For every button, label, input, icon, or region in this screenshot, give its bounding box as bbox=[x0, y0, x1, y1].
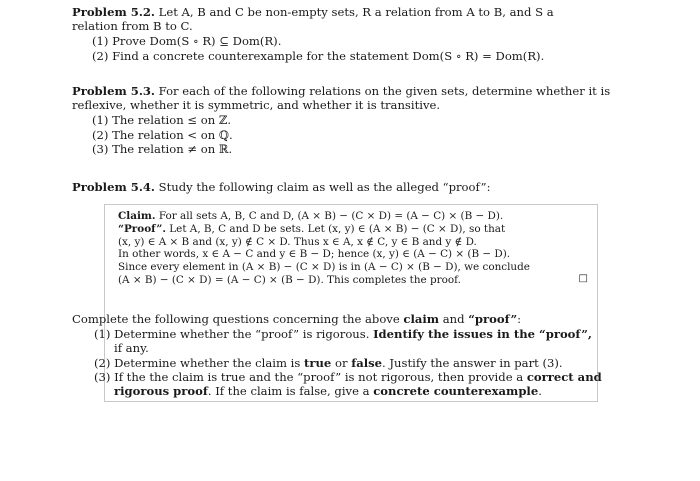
question-2-or: or bbox=[335, 355, 348, 370]
problem-5-2 bbox=[72, 5, 632, 63]
problem-5-2-text-2: relation from B to C. bbox=[72, 19, 193, 34]
problem-5-3-label: Problem 5.3. bbox=[72, 84, 155, 98]
problem-5-4-line-1 bbox=[72, 180, 632, 194]
problem-5-3-item-3: (3) The relation ≠ on ℝ. bbox=[92, 141, 233, 156]
questions-intro-text: Complete the following questions concerning the above bbox=[72, 312, 400, 326]
question-3-bold-1: correct and bbox=[526, 369, 602, 384]
problem-5-4 bbox=[72, 180, 632, 194]
questions-intro bbox=[72, 312, 642, 326]
question-2-rest: . Justify the answer in part (3). bbox=[382, 355, 563, 370]
proof-text-5: (A × B) − (C × D) = (A − C) × (B − D). This completes the proof. bbox=[118, 273, 461, 286]
problem-5-4-text-1: Study the following claim as well as the alleged “proof”: bbox=[158, 180, 491, 194]
proof-label: “Proof”. bbox=[118, 222, 166, 235]
question-2-true: true bbox=[304, 355, 332, 370]
problem-5-3 bbox=[72, 84, 632, 156]
and-word: and bbox=[442, 312, 465, 326]
question-1-bold: Identify the issues in the “proof”, bbox=[373, 327, 592, 342]
question-list bbox=[94, 327, 642, 398]
claim-word: claim bbox=[403, 312, 440, 326]
question-1-text: (1) Determine whether the “proof” is rigorous. bbox=[94, 327, 370, 342]
question-3-text: (3) If the the claim is true and the “proof” is not rigorous, then provide a bbox=[94, 369, 524, 384]
proof-text-1: Let A, B, C and D be sets. Let (x, y) ∈ (A × B) − (C × D), so that bbox=[169, 222, 506, 235]
question-3-bold-2: rigorous proof bbox=[114, 384, 208, 399]
proof-text-2: (x, y) ∈ A × B and (x, y) ∉ C × D. Thus x ∈ A, x ∉ C, y ∈ B and y ∉ D. bbox=[118, 235, 477, 248]
proof-last-line bbox=[118, 274, 588, 287]
proof-line-1 bbox=[118, 223, 588, 236]
question-3 bbox=[94, 370, 642, 384]
claim-proof-text bbox=[118, 210, 588, 287]
problem-5-4-label: Problem 5.4. bbox=[72, 180, 155, 194]
problem-5-3-text-2: reflexive, whether it is symmetric, and whether it is transitive. bbox=[72, 98, 441, 113]
intro-colon: : bbox=[517, 312, 522, 326]
problem-5-3-item-2: (2) The relation < on ℚ. bbox=[92, 127, 233, 142]
problem-5-3-line-1 bbox=[72, 84, 632, 98]
qed-symbol: □ bbox=[578, 272, 588, 284]
question-1 bbox=[94, 327, 642, 341]
problem-5-3-item-1: (1) The relation ≤ on ℤ. bbox=[92, 113, 232, 128]
claim-label: Claim. bbox=[118, 210, 156, 222]
problem-5-2-label: Problem 5.2. bbox=[72, 5, 155, 19]
claim-line bbox=[118, 210, 588, 223]
question-3-text-2: . If the claim is false, give a bbox=[207, 384, 370, 399]
question-1-cont: if any. bbox=[114, 341, 149, 356]
proof-word: “proof” bbox=[468, 312, 518, 326]
questions-section bbox=[72, 312, 642, 398]
question-2-text: (2) Determine whether the claim is bbox=[94, 355, 301, 370]
question-2 bbox=[94, 356, 642, 370]
question-3-cont bbox=[94, 384, 642, 398]
problem-5-2-line-1 bbox=[72, 5, 632, 19]
proof-text-3: In other words, x ∈ A − C and y ∈ B − D; hence (x, y) ∈ (A − C) × (B − D). bbox=[118, 248, 511, 261]
problem-5-3-items bbox=[92, 113, 632, 156]
claim-statement: For all sets A, B, C and D, (A × B) − (C × D) = (A − C) × (B − D). bbox=[158, 210, 504, 222]
problem-5-2-text-1: Let A, B and C be non-empty sets, R a relation from A to B, and S a bbox=[158, 5, 554, 19]
proof-text-4: Since every element in (A × B) − (C × D) is in (A − C) × (B − D), we conclude bbox=[118, 261, 530, 274]
problem-5-2-item-2: (2) Find a concrete counterexample for the statement Dom(S ∘ R) = Dom(R). bbox=[92, 48, 545, 63]
question-2-false: false bbox=[351, 355, 383, 370]
problem-5-2-item-1: (1) Prove Dom(S ∘ R) ⊆ Dom(R). bbox=[92, 34, 282, 49]
problem-5-2-items bbox=[92, 34, 632, 62]
question-3-bold-3: concrete counterexample bbox=[373, 384, 539, 399]
problem-5-3-text-1: For each of the following relations on the given sets, determine whether it is bbox=[158, 84, 611, 98]
question-3-period: . bbox=[538, 384, 542, 399]
